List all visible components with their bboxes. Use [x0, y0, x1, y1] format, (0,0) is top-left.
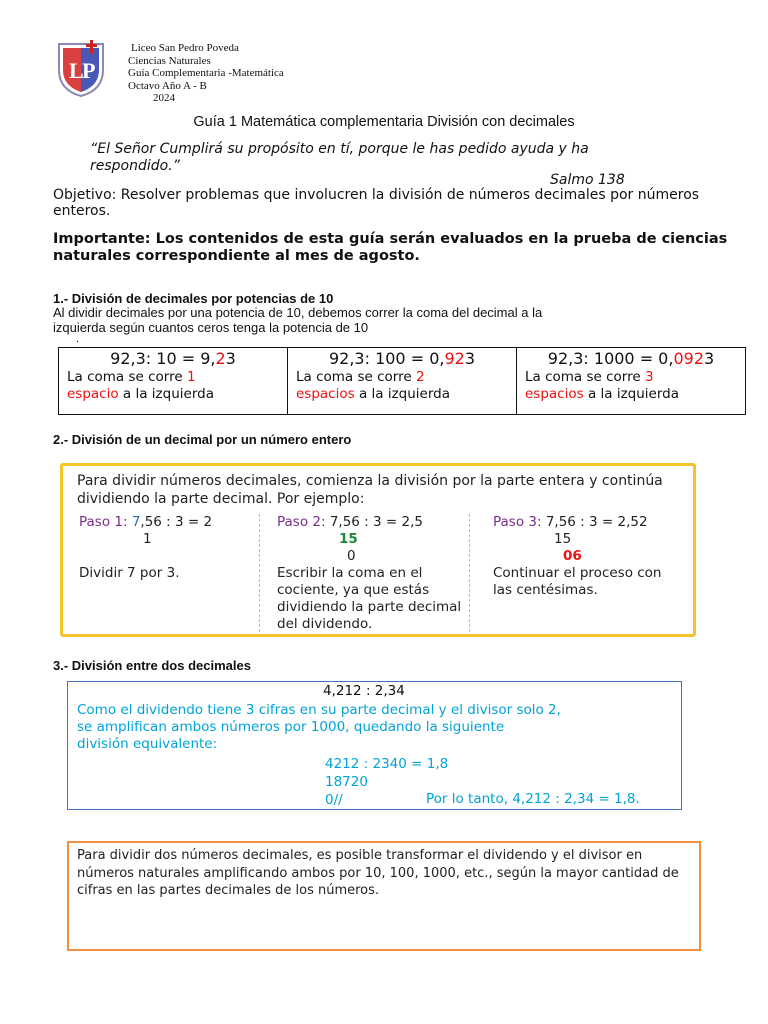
- powers-equation: 92,3: 1000 = 0,0923: [547, 349, 715, 368]
- conclusion: Por lo tanto, 4,212 : 2,34 = 1,8.: [426, 791, 640, 807]
- document-title: Guía 1 Matemática complementaria División con decimales: [193, 114, 575, 130]
- objective-text: : Resolver problemas que involucren la división de números decimales por números enteros.: [53, 187, 700, 219]
- objective: [53, 187, 713, 219]
- year: 2024: [153, 92, 175, 104]
- powers-cell: [288, 348, 517, 415]
- step-label: Paso 2:: [277, 514, 326, 530]
- section1-title: 1.- División de decimales por potencias de 10: [53, 291, 334, 306]
- step-label: Paso 1:: [79, 514, 128, 530]
- section1-text: [53, 305, 713, 335]
- school-header: [128, 42, 284, 105]
- division-intro: Para dividir números decimales, comienza la división por la parte entera y continúa dividiendo la parte decimal. Por ejemplo:: [77, 473, 663, 507]
- step-label: Paso 3:: [493, 514, 542, 530]
- quote-source: Salmo 138: [550, 172, 625, 188]
- step-2: Paso 2: 7,56 : 3 = 2,5 15 0 Escribir la coma en el cociente, ya que estás dividiendo la parte decimal del dividendo.: [277, 514, 477, 633]
- step-3: Paso 3: 7,56 : 3 = 2,52 15 06 Continuar el proceso con las centésimas.: [493, 514, 683, 599]
- powers-cell: [517, 348, 746, 415]
- objective-label: Objetivo: [53, 187, 112, 203]
- section3-title: 3.- División entre dos decimales: [53, 658, 251, 673]
- section1-dot: .: [76, 333, 80, 345]
- powers-equation: 92,3: 10 = 9,23: [110, 349, 236, 368]
- step-1: Paso 1: 7,56 : 3 = 2 1 Dividir 7 por 3.: [79, 514, 259, 582]
- explanation: Como el dividendo tiene 3 cifras en su parte decimal y el divisor solo 2, se amplifican ambos números por 1000, quedando la siguiente división equivalente:: [77, 702, 561, 752]
- section2-title: 2.- División de un decimal por un número entero: [53, 432, 352, 447]
- bible-quote: “El Señor Cumplirá su propósito en tí, porque le has pedido ayuda y ha respondido.”: [90, 141, 589, 174]
- step-description: Continuar el proceso con las centésimas.: [493, 565, 662, 598]
- school-name: Liceo San Pedro Poveda: [131, 42, 239, 54]
- grade-name: Octavo Año A - B: [128, 79, 207, 92]
- subject-name: Ciencias Naturales: [128, 54, 211, 67]
- svg-text:L: L: [69, 58, 84, 83]
- important-note: Importante: Los contenidos de esta guía serán evaluados en la prueba de ciencias naturales correspondiente al mes de agosto.: [53, 231, 728, 264]
- problem-expression: 4,212 : 2,34: [323, 683, 405, 699]
- step-description: Dividir 7 por 3.: [79, 565, 180, 581]
- rule-box: [67, 841, 701, 951]
- decimal-division-example: [67, 681, 682, 810]
- powers-cell: [59, 348, 288, 415]
- guide-name: Guía Complementaria -Matemática: [128, 67, 284, 79]
- powers-explanation: La coma se corre 3 espacios a la izquierda: [525, 369, 679, 402]
- step-divider: [469, 514, 470, 632]
- powers-equation: 92,3: 100 = 0,923: [328, 349, 476, 368]
- rule-text: Para dividir dos números decimales, es posible transformar el dividendo y el divisor en números naturales amplificando ambos por 10, 100, 1000, etc., según la mayor cantidad de cifras en las partes decimales de los números.: [77, 848, 679, 898]
- step-description: Escribir la coma en el cociente, ya que estás dividiendo la parte decimal del dividendo.: [277, 565, 462, 632]
- powers-explanation: La coma se corre 2 espacios a la izquierda: [296, 369, 450, 402]
- section1-line1: Al dividir decimales por una potencia de 10, debemos correr la coma del decimal a la: [53, 305, 543, 320]
- division-work: 4212 : 2340 = 1,8 18720 0//: [325, 756, 449, 808]
- step-divider: [259, 514, 260, 632]
- powers-explanation: La coma se corre 1 espacio a la izquierda: [67, 369, 214, 402]
- svg-text:P: P: [82, 58, 96, 83]
- division-example-box: [60, 463, 696, 637]
- section1-line2: izquierda según cuantos ceros tenga la potencia de 10: [53, 320, 369, 335]
- school-logo: [55, 38, 107, 98]
- powers-of-ten-table: [58, 347, 746, 415]
